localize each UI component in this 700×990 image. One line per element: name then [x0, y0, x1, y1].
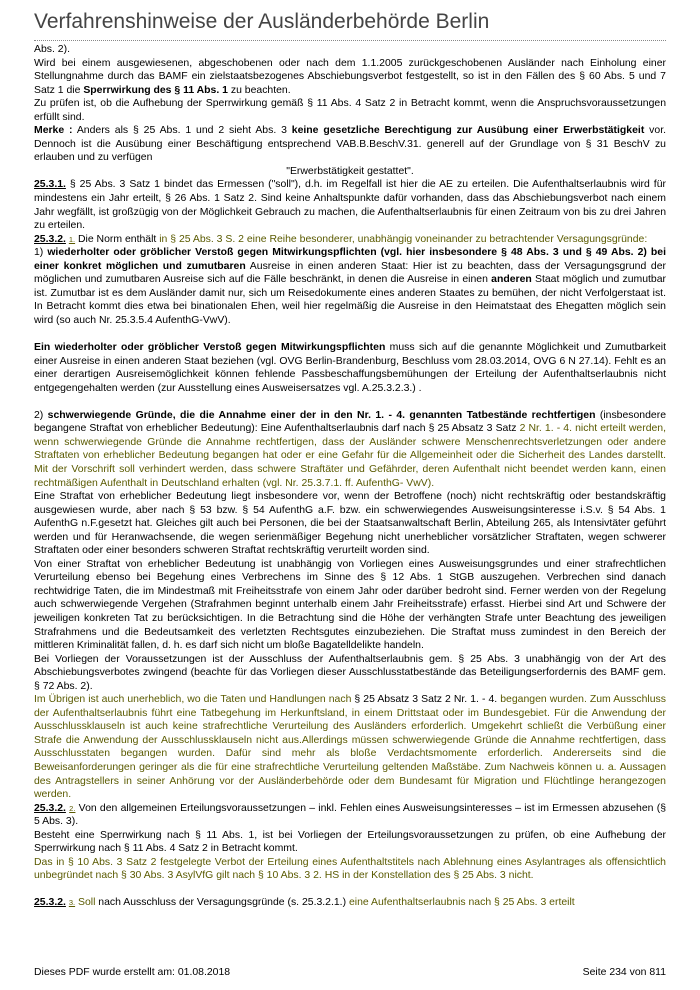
page-title: Verfahrenshinweise der Ausländerbehörde Berlin — [34, 10, 490, 33]
paragraph: Ein wiederholter oder gröblicher Verstoß gegen Mitwirkungspflichten muss sich auf die genannte Möglichkeit und Zumutbarkeit einer Ausreise in einen anderen Staat beziehen (vgl. OVG Berlin-Brandenburg, Beschluss vom 28.03.2014, OVG 6 N 27.14). Fehlt es an einer derartigen Ausreisemöglichkeit können fehlende Passbeschaffungsbemühungen der Erteilung der Aufenthaltserlaubnis nicht entgegengehalten werden (zur Ausstellung eines Ausweisersatzes vgl. A.25.3.2.3.) . — [34, 342, 666, 394]
document-body — [34, 43, 666, 958]
created-date: Dieses PDF wurde erstellt am: 01.08.2018 — [34, 967, 231, 978]
paragraph: 2) schwerwiegende Gründe, die die Annahme einer der in den Nr. 1. - 4. genannten Tatbestände rechtfertigen (insbesondere begangene Straftat von erheblicher Bedeutung): Eine Aufenthaltserlaubnis darf nach § 25 Absatz 3 Satz 2 Nr. 1. - 4. nicht erteilt werden, wenn schwerwiegende Gründe die Annahme rechtfertigen, dass der Ausländer schwere Menschenrechtsverletzungen oder andere Straftaten von erheblicher Bedeutung begangen hat oder er eine Gefahr für die Allgemeinheit oder die Sicherheit des Landes darstellt. Mit der Vorschrift soll verhindert werden, dass schwere Straftäter und Gefährder, deren Aufenthalt nicht beendet werden kann, einen rechtmäßigen Aufenthalt in Deutschland erhalten (vgl. Nr. 25.3.7.1. ff. AufenthG- VwV). — [34, 409, 666, 489]
paragraph: 1) wiederholter oder gröblicher Verstoß gegen Mitwirkungspflichten (vgl. hier insbesondere § 48 Abs. 3 und § 49 Abs. 2) bei einer konkret möglichen und zumutbaren Ausreise in einen anderen Staat: Hier ist zu beachten, dass der Versagungsgrund der möglichen und zumutbaren Ausreise sich auf die Fälle beschränkt, in denen die Ausreise in einen anderen Staat möglich und zumutbar ist. Zumutbar ist es dem Ausländer damit nur, sich um Reisedokumente eines anderen Staates zu bemühen, der nicht Verfolgerstaat ist. In Betracht kommt dies etwa bei binationalen Ehen, weil hier regelmäßig die Ausreise in den Heimatstaat des Ehegatten möglich sein wird (so auch Nr. 25.3.5.4 AufenthG-VwV). — [34, 247, 666, 326]
paragraph: Abs. 2). — [34, 44, 70, 55]
paragraph: Besteht eine Sperrwirkung nach § 11 Abs. 1, ist bei Vorliegen der Erteilungsvoraussetzungen zu prüfen, ob eine Aufhebung der Sperrwirkung nach § 11 Abs. 4 Satz 2 in Betracht kommt. — [34, 829, 666, 855]
paragraph: Zu prüfen ist, ob die Aufhebung der Sperrwirkung gemäß § 11 Abs. 4 Satz 2 in Betracht kommt, wenn die Anspruchsvoraussetzungen erfüllt sind. — [34, 98, 666, 123]
paragraph: Wird bei einem ausgewiesenen, abgeschobenen oder nach dem 1.1.2005 zurückgeschobenen Ausländer nach Einholung einer Stellungnahme durch das BAMF ein zielstaatsbezogenes Abschiebungsverbot festgestellt, so ist in den Fällen des § 60 Abs. 5 und 7 Satz 1 die Sperrwirkung des § 11 Abs. 1 zu beachten. — [34, 57, 666, 96]
section-25-3-1: 25.3.1. § 25 Abs. 3 Satz 1 bindet das Ermessen ("soll"), d.h. im Regelfall ist hier die AE zu erteilen. Die Aufenthaltserlaubnis wird für mindestens ein Jahr erteilt, § 26 Abs. 1 Satz 2. Sind keine Anhaltspunkte dafür vorhanden, dass das Abschiebungsverbot nach einem Jahr wegfällt, ist großzügig von der Möglichkeit Gebrauch zu machen, die Aufenthaltserlaubnis für einen Zeitraum von bis zu drei Jahren zu erteilen. — [34, 179, 666, 232]
paragraph: Bei Vorliegen der Voraussetzungen ist der Ausschluss der Aufenthaltserlaubnis gem. § 25 Abs. 3 unabhängig von der Art des Abschiebungsverbotes zwingend (beachte für das Vorliegen dieser Ausschlusstatbestände das Beteiligungserfordernis des BAMF gem. § 72 Abs. 2). — [34, 653, 666, 692]
centered-note: "Erwerbstätigkeit gestattet". — [286, 165, 414, 177]
section-ref: 25.3.2. — [34, 897, 66, 909]
spacer — [34, 883, 666, 897]
paragraph: Das in § 10 Abs. 3 Satz 2 festgelegte Verbot der Erteilung eines Aufenthaltstitels nach Ablehnung eines Asylantrages als offensichtlich unbegründet nach § 30 Abs. 3 AsylVfG gilt nach § 10 Abs. 3 2. HS in der Konstellation des § 25 Abs. 3 nicht. — [34, 856, 666, 882]
paragraph: Im Übrigen ist auch unerheblich, wo die Taten und Handlungen nach § 25 Absatz 3 Satz 2 Nr. 1. - 4. begangen wurden. Zum Ausschluss der Aufenthaltserlaubnis führt eine Tatbegehung im Herkunftsland, in einem Drittstaat oder im Bundesgebiet. Für die Anwendung der Ausschlussklauseln ist auch keine strafrechtliche Verurteilung des Ausländers erforderlich. Umgekehrt schließt die Verbüßung einer Strafe die Anwendung der Ausschlussklauseln nicht aus.Allerdings müssen schwerwiegende Gründe die Annahme rechtfertigen, dass Ausschlusstaten begangen wurden. Dafür sind mehr als bloße Verdachtsmomente erforderlich. Andererseits sind die Beweisanforderungen geringer als die für eine strafrechtliche Verurteilung geltenden Maßstäbe. Zum Nachweis können u. a. Aussagen des Antragstellers in seiner Anhörung vor der Ausländerbehörde oder dem Bundesamt für Migration und Flüchtlinge herangezogen werden. — [34, 694, 666, 801]
section-25-3-2-3: 25.3.2. 3. Soll nach Ausschluss der Versagungsgründe (s. 25.3.2.1.) eine Aufenthaltserlaubnis nach § 25 Abs. 3 erteilt — [34, 897, 575, 909]
section-25-3-2-1: 25.3.2. 1. Die Norm enthält in § 25 Abs. 3 S. 2 eine Reihe besonderer, unabhängig voneinander zu betrachtender Versagungsgründe: — [34, 233, 648, 245]
section-ref: 25.3.1. — [34, 179, 66, 191]
section-25-3-2-2: 25.3.2. 2. Von den allgemeinen Erteilungsvoraussetzungen – inkl. Fehlen eines Ausweisungsinteresses – ist im Ermessen abzusehen (§ 5 Abs. 3). — [34, 802, 666, 828]
paragraph: Eine Straftat von erheblicher Bedeutung liegt insbesondere vor, wenn der Betroffene (noch) nicht rechtskräftig oder bestandskräftig ausgewiesen wurde, aber nach § 53 bzw. § 54 AufenthG a.F. bzw. ein schwerwiegendes Ausweisungsinteresse i.S.v. § 54 Abs. 1 AufenthG n.F.gesetzt hat. Gleiches gilt auch bei Personen, die bei der Staatsanwaltschaft Berlin, Abteilung 265, als Intensivtäter geführt werden und für Heranwachsende, die wegen serienmäßiger Begehung nicht unerheblicher vorsätzlicher Straftaten, wegen schwerer Straftaten oder einer besonders schweren Straftat rechtskräftig verurteilt worden sind. — [34, 491, 666, 557]
page-number: Seite 234 von 811 — [582, 967, 666, 978]
section-ref: 25.3.2. — [34, 802, 66, 814]
merke-paragraph: Merke : Anders als § 25 Abs. 1 und 2 sieht Abs. 3 keine gesetzliche Berechtigung zur Ausübung einer Erwerbstätigkeit vor. Dennoch ist die Ausübung einer Beschäftigung entsprechend VAB.B.BeschV.31. generell auf der Grundlage von § 31 BeschV zu erlauben und zu verfügen — [34, 125, 666, 164]
paragraph: Von einer Straftat von erheblicher Bedeutung ist unabhängig von Vorliegen eines Ausweisungsgrundes und einer strafrechtlichen Verurteilung ebenso bei Begehung eines Verbrechens im Sinne des § 12 Abs. 1 StGB auszugehen. Verbrechen sind danach rechtwidrige Taten, die im Mindestmaß mit Freiheitsstrafe von einem Jahr oder darüber bedroht sind. Ferner werden von der Regelung auch schwerwiegende Vergehen (Strafrahmen beginnt unterhalb einem Jahr Freiheitsstrafe) erfasst. Hierbei sind Art und Schwere der jeweiligen konkreten Tat zu berücksichtigen. In die Betrachtung sind die Höhe der verhängten Strafe unter Beachtung des jeweiligen Strafrahmens und die Bedeutsamkeit des verletzten Rechtsgutes einzubeziehen. Die Straftat muss zumindest in den Bereich der mittleren Kriminalität fallen, d. h. es darf sich nicht um bloße Bagatelldelikte handeln. — [34, 558, 666, 652]
page-header — [34, 8, 666, 41]
page-footer — [34, 966, 666, 980]
spacer — [34, 327, 666, 341]
spacer — [34, 395, 666, 409]
section-ref: 25.3.2. — [34, 233, 66, 245]
